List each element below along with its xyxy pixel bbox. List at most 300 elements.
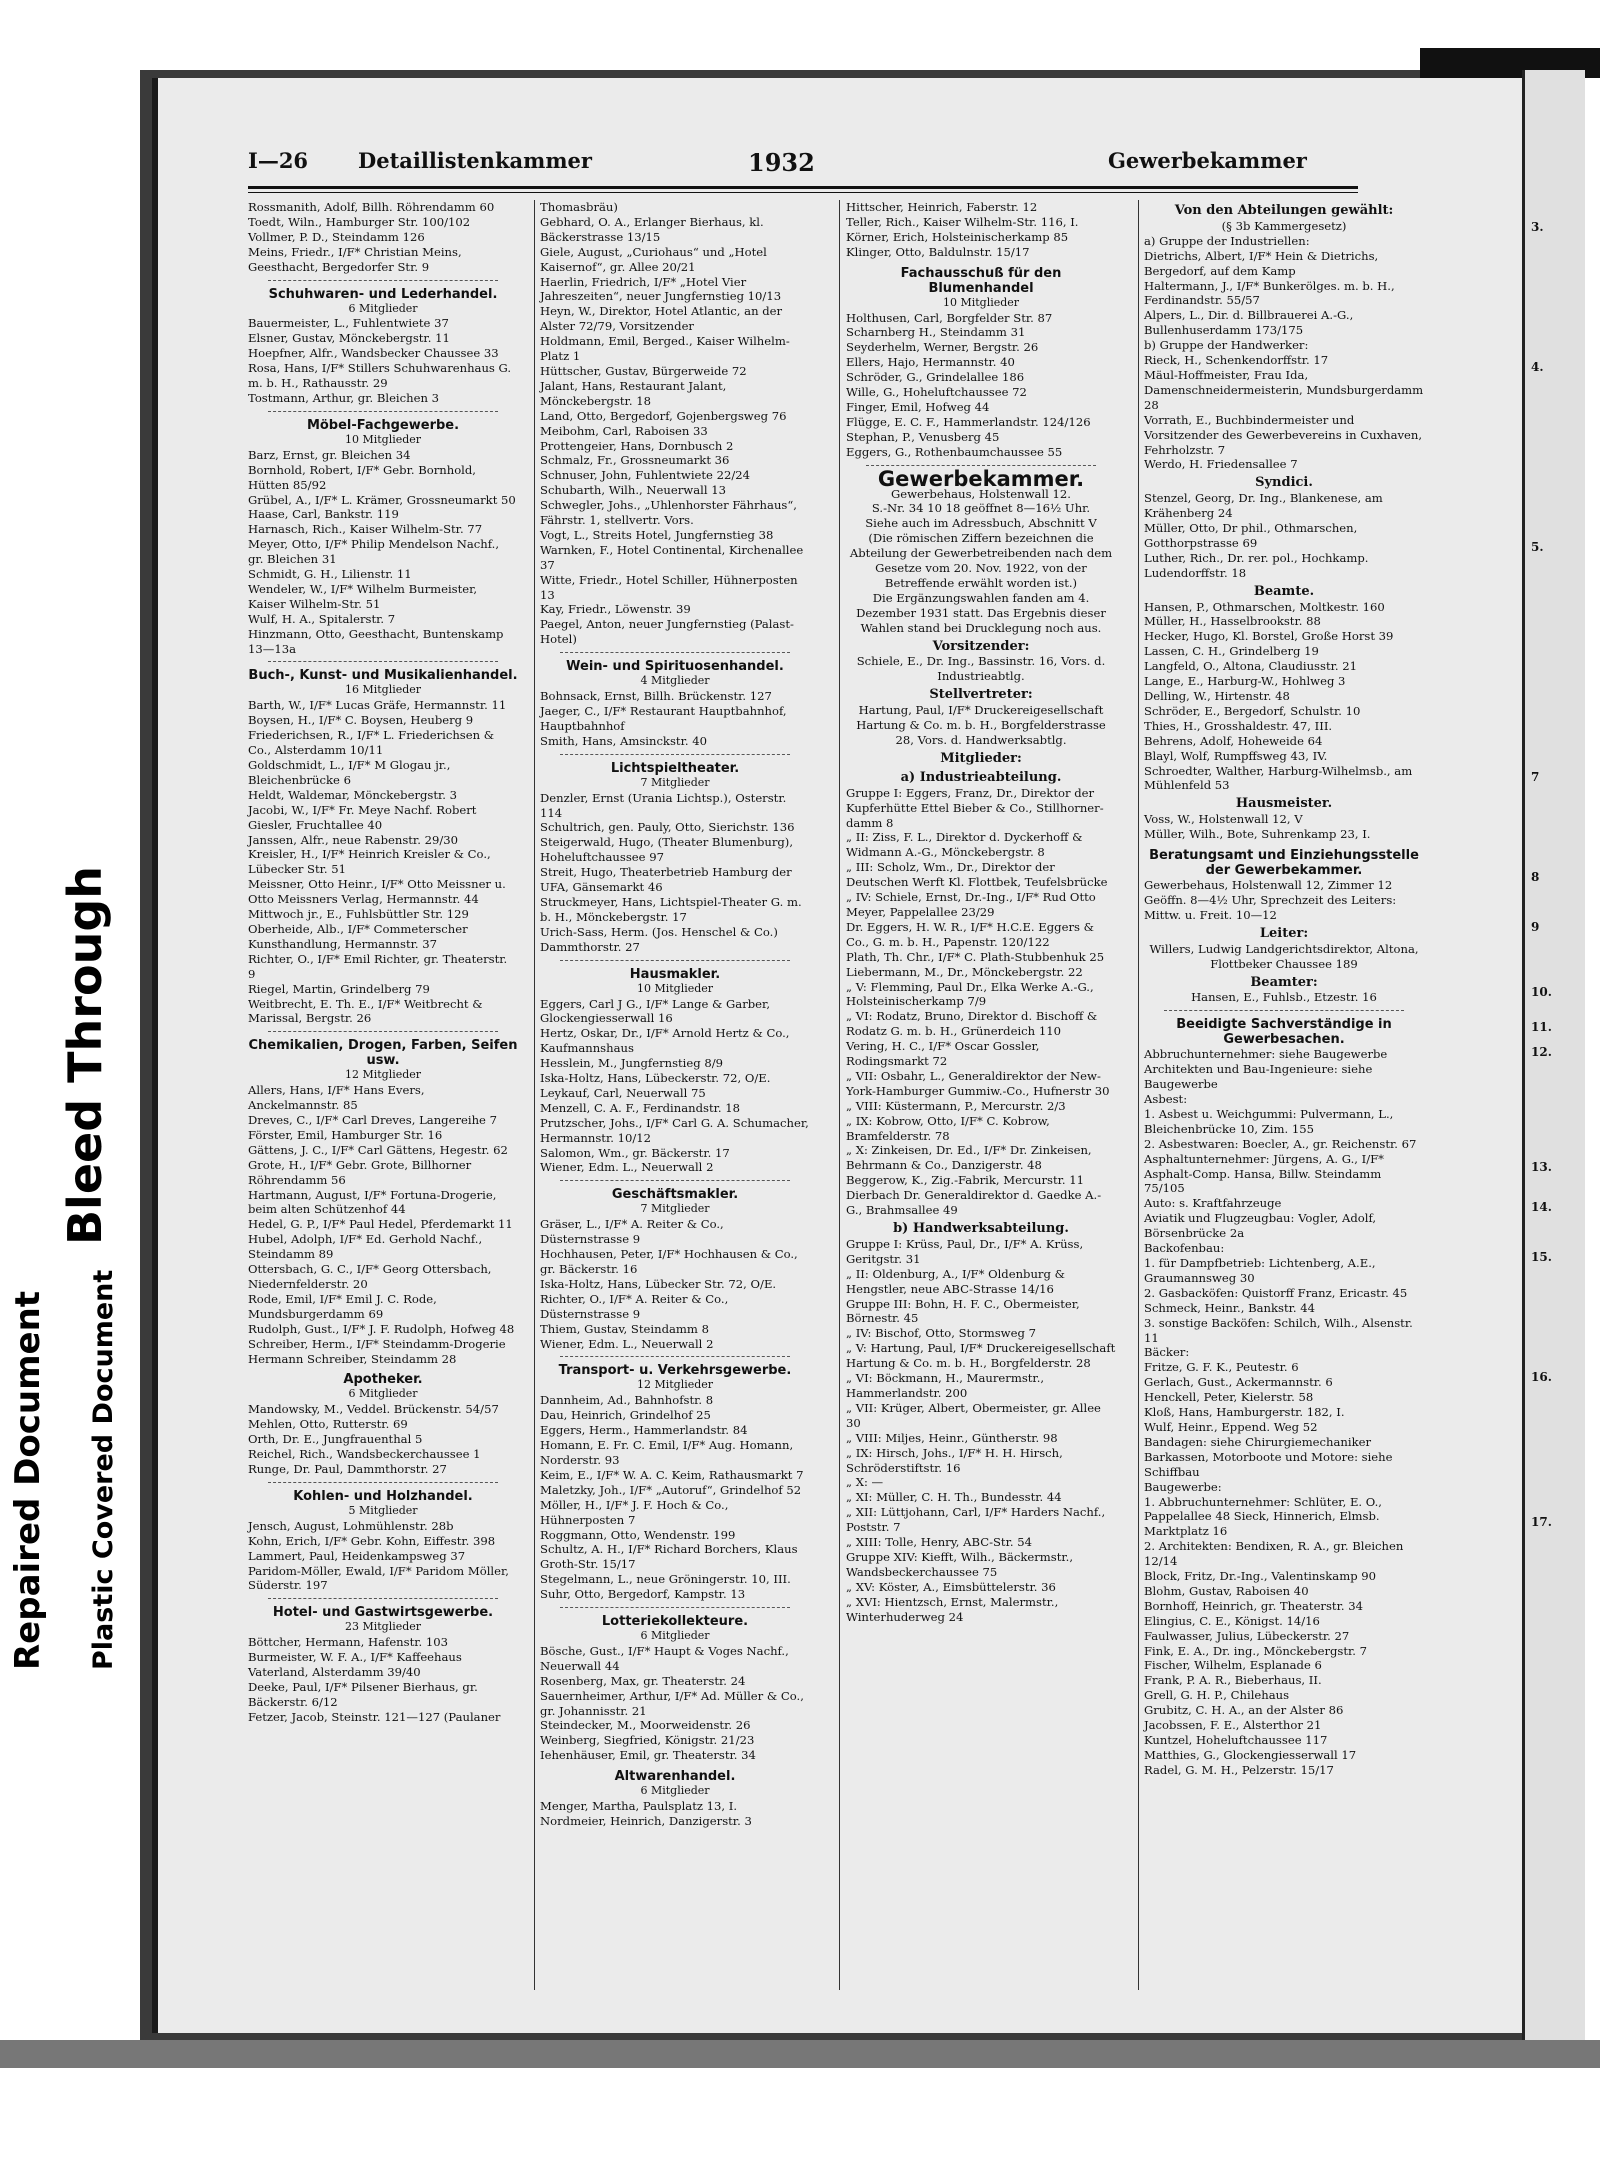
member-count: 7 Mitglieder — [640, 775, 710, 789]
list-entry: Frank, P. A. R., Bieberhaus, II. — [1144, 1673, 1322, 1688]
separator — [268, 411, 498, 412]
column-divider — [534, 200, 535, 1990]
list-entry: Alpers, L., Dir. d. Billbrauerei A.-G., Bullenhuserdamm 173/175 — [1144, 308, 1354, 338]
section-heading: Fachausschuß für den Blumenhandel — [900, 265, 1062, 296]
list-entry: Bösche, Gust., I/F* Haupt & Voges Nachf., Neuerwall 44 — [540, 1643, 789, 1673]
label-heading: Stellvertreter: — [929, 687, 1033, 703]
list-entry: Weinberg, Siegfried, Königstr. 21/23 — [540, 1733, 755, 1748]
list-entry: Suhr, Otto, Bergedorf, Kampstr. 13 — [540, 1587, 746, 1602]
list-entry: Wiener, Edm. L., Neuerwall 2 — [540, 1160, 714, 1175]
list-entry: „ VIII: Miljes, Heinr., Güntherstr. 98 — [846, 1430, 1058, 1445]
list-entry: Keim, E., I/F* W. A. C. Keim, Rathausmarkt 7 — [540, 1467, 804, 1482]
list-entry: 1. für Dampfbetrieb: Lichtenberg, A.E., Graumannsweg 30 — [1144, 1256, 1376, 1285]
column-divider — [839, 200, 840, 1990]
label-heading: Hausmeister. — [1235, 796, 1333, 812]
list-entry: Klinger, Otto, Baldulnstr. 15/17 — [846, 244, 1030, 259]
list-entry: Janssen, Alfr., neue Rabenstr. 29/30 — [248, 832, 458, 847]
list-entry: Plath, Th. Chr., I/F* C. Plath-Stubbenhuk 25 — [846, 949, 1105, 964]
separator — [560, 1356, 790, 1357]
list-entry: Prottengeier, Hans, Dornbusch 2 — [540, 438, 734, 453]
list-entry: Ellers, Hajo, Hermannstr. 40 — [846, 355, 1015, 370]
list-entry: Asbest: — [1144, 1092, 1188, 1107]
list-entry: Werdo, H. Friedensallee 7 — [1144, 457, 1298, 472]
list-entry: Faulwasser, Julius, Lübeckerstr. 27 — [1144, 1628, 1350, 1643]
separator — [1164, 1010, 1404, 1011]
list-entry: Gebhard, O. A., Erlanger Bierhaus, kl. Bäckerstrasse 13/15 — [540, 214, 764, 244]
list-entry: Schreiber, Herm., I/F* Steindamm-Drogerie Hermann Schreiber, Steindamm 28 — [248, 1336, 506, 1366]
list-entry: Allers, Hans, I/F* Hans Evers, Anckelmannstr. 85 — [248, 1083, 425, 1113]
list-entry: Hedel, G. P., I/F* Paul Hedel, Pferdemarkt 11 — [248, 1217, 513, 1232]
list-entry: „ II: Ziss, F. L., Direktor d. Dyckerhoff & Widmann A.-G., Mönckebergstr. 8 — [846, 830, 1083, 860]
list-entry: Architekten und Bau-Ingenieure: siehe Baugewerbe — [1144, 1062, 1373, 1092]
list-entry: b) Gruppe der Handwerker: — [1144, 338, 1309, 353]
list-entry: Jaeger, C., I/F* Restaurant Hauptbahnhof, Hauptbahnhof — [540, 704, 787, 733]
list-entry: „ V: Flemming, Paul Dr., Elka Werke A.-G., Holsteinischerkamp 7/9 — [846, 979, 1094, 1009]
list-entry: Gruppe I: Eggers, Franz, Dr., Direktor der Kupferhütte Ettel Bieber & Co., Stillhorner-damm 8 — [846, 785, 1104, 830]
list-entry: Land, Otto, Bergedorf, Gojenbergsweg 76 — [540, 408, 787, 423]
list-entry: Iska-Holtz, Hans, Lübeckerstr. 72, O/E. — [540, 1071, 771, 1086]
list-entry: Vorrath, E., Buchbindermeister und Vorsitzender des Gewerbevereins in Cuxhaven, Fehrholzstr. 7 — [1144, 412, 1423, 457]
list-entry: Hoepfner, Alfr., Wandsbecker Chaussee 33 — [248, 346, 499, 361]
list-entry: „ XVI: Hientzsch, Ernst, Malermstr., Winterhuderweg 24 — [846, 1594, 1059, 1624]
list-entry: Schröder, G., Grindelallee 186 — [846, 370, 1025, 385]
list-entry: Dannheim, Ad., Bahnhofstr. 8 — [540, 1393, 714, 1408]
list-entry: Geöffn. 8—4½ Uhr, Sprechzeit des Leiters: Mittw. u. Freit. 10—12 — [1144, 892, 1397, 922]
list-entry: „ X: Zinkeisen, Dr. Ed., I/F* Dr. Zinkeisen, Behrmann & Co., Danzigerstr. 48 — [846, 1143, 1092, 1173]
list-entry: Grübel, A., I/F* L. Krämer, Grossneumarkt 50 — [248, 492, 516, 507]
list-entry: Reichel, Rich., Wandsbeckerchaussee 1 — [248, 1447, 481, 1462]
list-entry: Abbruchunternehmer: siehe Baugewerbe — [1144, 1047, 1388, 1062]
list-entry: „ V: Hartung, Paul, I/F* Druckereigesellschaft Hartung & Co. m. b. H., Borgfelderstr. 28 — [846, 1341, 1116, 1371]
list-entry: Gruppe III: Bohn, H. F. C., Obermeister, Börnestr. 45 — [846, 1296, 1080, 1326]
list-entry: Kloß, Hans, Hamburgerstr. 182, I. — [1144, 1405, 1345, 1420]
list-entry: Dreves, C., I/F* Carl Dreves, Langereihe 7 — [248, 1113, 497, 1128]
list-entry: Rieck, H., Schenkendorffstr. 17 — [1144, 353, 1329, 368]
list-entry: Riegel, Martin, Grindelberg 79 — [248, 981, 430, 996]
list-entry: Scharnberg H., Steindamm 31 — [846, 325, 1026, 340]
list-entry: Mäul-Hoffmeister, Frau Ida, Damenschneidermeisterin, Mundsburgerdamm 28 — [1144, 367, 1424, 412]
list-entry: Fink, E. A., Dr. ing., Mönckebergstr. 7 — [1144, 1643, 1368, 1658]
list-entry: Menger, Martha, Paulsplatz 13, I. — [540, 1799, 738, 1814]
list-entry: Müller, H., Hasselbrookstr. 88 — [1144, 614, 1321, 629]
list-entry: Holdmann, Emil, Berged., Kaiser Wilhelm-Platz 1 — [540, 334, 790, 364]
list-entry: Nordmeier, Heinrich, Danzigerstr. 3 — [540, 1814, 752, 1828]
list-entry: Möller, H., I/F* J. F. Hoch & Co., Hühnerposten 7 — [540, 1497, 729, 1527]
member-count: 10 Mitglieder — [344, 432, 422, 446]
next-page-strip — [1522, 70, 1585, 2045]
member-count: 6 Mitglieder — [640, 1629, 710, 1643]
list-entry: Wille, G., Hoheluftchaussee 72 — [846, 385, 1027, 400]
label-heading: a) Industrieabteilung. — [900, 769, 1062, 785]
list-entry: Friederichsen, R., I/F* L. Friederichsen & Co., Alsterdamm 10/11 — [248, 728, 495, 758]
list-entry: Haase, Carl, Bankstr. 119 — [248, 507, 399, 522]
list-entry: Jacobssen, F. E., Alsterthor 21 — [1144, 1718, 1322, 1733]
list-entry: 2. Architekten: Bendixen, R. A., gr. Bleichen 12/14 — [1144, 1539, 1404, 1569]
list-entry: Menzell, C. A. F., Ferdinandstr. 18 — [540, 1100, 741, 1115]
list-entry: Grell, G. H. P., Chilehaus — [1144, 1688, 1290, 1703]
list-entry: Haerlin, Friedrich, I/F* „Hotel Vier Jahreszeiten“, neuer Jungfernstieg 10/13 — [540, 274, 782, 304]
list-entry: Fetzer, Jacob, Steinstr. 121—127 (Paulaner — [248, 1709, 501, 1724]
list-entry: Rudolph, Gust., I/F* J. F. Rudolph, Hofweg 48 — [248, 1321, 515, 1336]
list-entry: Hansen, P., Othmarschen, Moltkestr. 160 — [1144, 599, 1385, 614]
centered-text: Willers, Ludwig Landgerichtsdirektor, Altona, Flottbeker Chaussee 189 — [1149, 941, 1419, 971]
list-entry: Wiener, Edm. L., Neuerwall 2 — [540, 1336, 714, 1351]
separator — [560, 754, 790, 755]
list-entry: Hartmann, August, I/F* Fortuna-Drogerie, beim alten Schützenhof 44 — [248, 1187, 497, 1217]
list-entry: Matthies, G., Glockengiesserwall 17 — [1144, 1747, 1357, 1762]
list-entry: „ IX: Hirsch, Johs., I/F* H. H. Hirsch, Schröderstiftstr. 16 — [846, 1445, 1063, 1475]
column-3 — [846, 200, 1116, 1624]
list-entry: Langfeld, O., Altona, Claudiusstr. 21 — [1144, 659, 1358, 674]
column-4 — [1144, 200, 1424, 1778]
list-entry: Schubarth, Wilh., Neuerwall 13 — [540, 483, 726, 498]
list-entry: „ IV: Schiele, Ernst, Dr.-Ing., I/F* Rud Otto Meyer, Pappelallee 23/29 — [846, 890, 1096, 919]
section-heading: Beeidigte Sachverständige in Gewerbesachen. — [1176, 1017, 1392, 1048]
list-entry: Kay, Friedr., Löwenstr. 39 — [540, 602, 691, 617]
list-entry: Eggers, Carl J G., I/F* Lange & Garber, Glockengiesserwall 16 — [540, 996, 771, 1026]
list-entry: „ X: — — [846, 1475, 884, 1490]
separator — [560, 1607, 790, 1608]
list-entry: Hesslein, M., Jungfernstieg 8/9 — [540, 1056, 724, 1071]
section-heading: Möbel-Fachgewerbe. — [306, 417, 460, 433]
list-entry: Dau, Heinrich, Grindelhof 25 — [540, 1408, 711, 1423]
page-header — [248, 148, 1358, 188]
margin-number: 16. — [1531, 1370, 1552, 1384]
page-number: I—26 — [248, 148, 309, 173]
list-entry: „ VII: Krüger, Albert, Obermeister, gr. Allee 30 — [846, 1400, 1101, 1430]
list-entry: Roggmann, Otto, Wendenstr. 199 — [540, 1527, 736, 1542]
list-entry: Voss, W., Holstenwall 12, V — [1144, 812, 1303, 827]
list-entry: „ VI: Rodatz, Bruno, Direktor d. Bischoff & Rodatz G. m. b. H., Grünerdeich 110 — [846, 1009, 1098, 1039]
separator — [866, 465, 1096, 466]
list-entry: Lammert, Paul, Heidenkampsweg 37 — [248, 1548, 466, 1563]
centered-text: Siehe auch im Adressbuch, Abschnitt V — [865, 516, 1097, 531]
separator — [268, 1031, 498, 1032]
member-count: 6 Mitglieder — [640, 1784, 710, 1798]
centered-text: Gewerbehaus, Holstenwall 12. — [890, 486, 1071, 501]
list-entry: „ XV: Köster, A., Eimsbüttelerstr. 36 — [846, 1579, 1056, 1594]
list-entry: Boysen, H., I/F* C. Boysen, Heuberg 9 — [248, 713, 474, 728]
list-entry: Steindecker, M., Moorweidenstr. 26 — [540, 1718, 751, 1733]
list-entry: Elsner, Gustav, Mönckebergstr. 11 — [248, 331, 450, 346]
margin-number: 4. — [1531, 360, 1544, 374]
list-entry: Burmeister, W. F. A., I/F* Kaffeehaus Vaterland, Alsterdamm 39/40 — [248, 1650, 462, 1680]
member-count: 12 Mitglieder — [636, 1378, 714, 1392]
list-entry: Blohm, Gustav, Raboisen 40 — [1144, 1583, 1309, 1598]
section-heading: Hausmakler. — [629, 966, 721, 982]
label-heading: Von den Abteilungen gewählt: — [1174, 203, 1394, 218]
section-heading: Chemikalien, Drogen, Farben, Seifen usw. — [248, 1038, 518, 1069]
section-heading: Apotheker. — [343, 1372, 423, 1388]
list-entry: Meins, Friedr., I/F* Christian Meins, Geesthacht, Bergedorfer Str. 9 — [248, 244, 462, 274]
list-entry: Meissner, Otto Heinr., I/F* Otto Meissner u. Otto Meissners Verlag, Hermannstr. 44 — [248, 877, 506, 907]
list-entry: Müller, Otto, Dr phil., Othmarschen, Gotthorpstrasse 69 — [1144, 521, 1358, 550]
list-entry: Jensch, August, Lohmühlenstr. 28b — [248, 1518, 454, 1533]
list-entry: Hochhausen, Peter, I/F* Hochhausen & Co., gr. Bäckerstr. 16 — [540, 1247, 798, 1276]
list-entry: Bornhold, Robert, I/F* Gebr. Bornhold, Hütten 85/92 — [248, 462, 476, 492]
plastic-covered-label: Plastic Covered Document — [88, 1269, 119, 1670]
list-entry: Aviatik und Flugzeugbau: Vogler, Adolf, Börsenbrücke 2a — [1144, 1211, 1377, 1241]
list-entry: Hecker, Hugo, Kl. Borstel, Große Horst 39 — [1144, 629, 1394, 644]
list-entry: Paegel, Anton, neuer Jungfernstieg (Palast-Hotel) — [540, 617, 794, 647]
document-page — [152, 78, 1522, 2033]
list-entry: Warnken, F., Hotel Continental, Kirchenallee 37 — [540, 542, 804, 572]
list-entry: Schroedter, Walther, Harburg-Wilhelmsb., am Mühlenfeld 53 — [1144, 763, 1413, 793]
list-entry: Rode, Emil, I/F* Emil J. C. Rode, Mundsburgerdamm 69 — [248, 1291, 437, 1321]
centered-text: Hartung, Paul, I/F* Druckereigesellschaft Hartung & Co. m. b. H., Borgfelderstrasse 28, Vors. d. Handwerksabtlg. — [856, 703, 1106, 747]
list-entry: Smith, Hans, Amsinckstr. 40 — [540, 733, 707, 748]
list-entry: Thies, H., Grosshaldestr. 47, III. — [1144, 718, 1333, 733]
margin-number: 9 — [1531, 920, 1540, 934]
list-entry: 3. sonstige Backöfen: Schilch, Wilh., Alsenstr. 11 — [1144, 1315, 1413, 1345]
list-entry: Schmalz, Fr., Grossneumarkt 36 — [540, 453, 730, 468]
margin-number: 15. — [1531, 1250, 1552, 1264]
list-entry: Mehlen, Otto, Rutterstr. 69 — [248, 1417, 408, 1432]
member-count: 6 Mitglieder — [348, 301, 418, 315]
list-entry: Backofenbau: — [1144, 1241, 1225, 1256]
list-entry: Meyer, Otto, I/F* Philip Mendelson Nachf., gr. Bleichen 31 — [248, 537, 500, 567]
list-entry: Orth, Dr. E., Jungfrauenthal 5 — [248, 1432, 423, 1447]
section-heading: Wein- und Spirituosenhandel. — [566, 659, 784, 675]
centered-text: (Die römischen Ziffern bezeichnen die Abteilung der Gewerbetreibenden nach dem Gesetze vom 20. Nov. 1922, von der Betreffende erwählt worden ist.) — [849, 531, 1113, 590]
list-entry: Haltermann, J., I/F* Bunkerölges. m. b. H., Ferdinandstr. 55/57 — [1144, 278, 1395, 308]
margin-number: 7 — [1531, 770, 1540, 784]
member-count: 7 Mitglieder — [640, 1202, 710, 1216]
list-entry: Fritze, G. F. K., Peutestr. 6 — [1144, 1360, 1299, 1375]
list-entry: Homann, E. Fr. C. Emil, I/F* Aug. Homann, Norderstr. 93 — [540, 1438, 794, 1467]
member-count: 23 Mitglieder — [344, 1620, 422, 1634]
separator — [560, 960, 790, 961]
list-entry: Stephan, P., Venusberg 45 — [846, 429, 1000, 444]
list-entry: Heldt, Waldemar, Mönckebergstr. 3 — [248, 787, 458, 802]
list-entry: Finger, Emil, Hofweg 44 — [846, 399, 990, 414]
list-entry: Müller, Wilh., Bote, Suhrenkamp 23, I. — [1144, 827, 1371, 842]
section-heading: Beratungsamt und Einziehungsstelle der Gewerbekammer. — [1149, 848, 1419, 879]
list-entry: 2. Gasbacköfen: Quistorff Franz, Ericastr. 45 Schmeck, Heinr., Bankstr. 44 — [1144, 1285, 1408, 1315]
list-entry: Körner, Erich, Holsteinischerkamp 85 — [846, 229, 1069, 244]
list-entry: Teller, Rich., Kaiser Wilhelm-Str. 116, I. — [846, 214, 1079, 229]
list-entry: „ IV: Bischof, Otto, Stormsweg 7 — [846, 1326, 1036, 1341]
list-entry: Sauernheimer, Arthur, I/F* Ad. Müller & Co., gr. Johannisstr. 21 — [540, 1688, 804, 1718]
list-entry: Radel, G. M. H., Pelzerstr. 15/17 — [1144, 1762, 1334, 1777]
list-entry: Kuntzel, Hoheluftchaussee 117 — [1144, 1733, 1328, 1747]
list-entry: Henckell, Peter, Kielerstr. 58 — [1144, 1390, 1314, 1405]
list-entry: 2. Asbestwaren: Boecler, A., gr. Reichenstr. 67 — [1144, 1136, 1417, 1151]
list-entry: Vollmer, P. D., Steindamm 126 — [248, 229, 425, 244]
list-entry: Giele, August, „Curiohaus“ und „Hotel Kaisernof“, gr. Allee 20/21 — [540, 244, 767, 274]
list-entry: Kohn, Erich, I/F* Gebr. Kohn, Eiffestr. 398 — [248, 1533, 496, 1548]
list-entry: Prutzscher, Johs., I/F* Carl G. A. Schumacher, Hermannstr. 10/12 — [540, 1115, 809, 1145]
list-entry: Hüttscher, Gustav, Bürgerweide 72 — [540, 363, 747, 378]
list-entry: Fischer, Wilhelm, Esplanade 6 — [1144, 1658, 1322, 1673]
list-entry: Jacobi, W., I/F* Fr. Meye Nachf. Robert Giesler, Fruchtallee 40 — [248, 802, 477, 832]
list-entry: Bohnsack, Ernst, Billh. Brückenstr. 127 — [540, 689, 772, 704]
list-entry: Wendeler, W., I/F* Wilhelm Burmeister, Kaiser Wilhelm-Str. 51 — [248, 581, 478, 611]
list-entry: Stegelmann, L., neue Gröningerstr. 10, III. — [540, 1572, 791, 1587]
list-entry: Blayl, Wolf, Rumpffsweg 43, IV. — [1144, 748, 1328, 763]
list-entry: Schultz, A. H., I/F* Richard Borchers, Klaus Groth-Str. 15/17 — [540, 1542, 798, 1572]
list-entry: Deeke, Paul, I/F* Pilsener Bierhaus, gr. Bäckerstr. 6/12 — [248, 1679, 478, 1709]
list-entry: Eggers, G., Rothenbaumchaussee 55 — [846, 444, 1063, 459]
list-entry: Ottersbach, G. C., I/F* Georg Ottersbach, Niedernfelderstr. 20 — [248, 1262, 492, 1291]
header-chamber: Gewerbekammer — [1108, 148, 1307, 173]
list-entry: Böttcher, Hermann, Hafenstr. 103 — [248, 1635, 449, 1650]
list-entry: „ XI: Müller, C. H. Th., Bundesstr. 44 — [846, 1490, 1062, 1505]
margin-number: 5. — [1531, 540, 1544, 554]
section-heading: Altwarenhandel. — [614, 1769, 736, 1785]
member-count: 10 Mitglieder — [942, 295, 1020, 309]
member-count: 5 Mitglieder — [348, 1503, 418, 1517]
list-entry: Maletzky, Joh., I/F* „Autoruf“, Grindelhof 52 — [540, 1482, 802, 1497]
list-entry: Struckmeyer, Hans, Lichtspiel-Theater G. m. b. H., Mönckebergstr. 17 — [540, 894, 802, 924]
list-entry: Gruppe XIV: Kiefft, Wilh., Bäckermstr., Wandsbeckerchaussee 75 — [846, 1549, 1074, 1579]
label-heading: Leiter: — [1259, 925, 1309, 941]
list-entry: Grubitz, C. H. A., an der Alster 86 — [1144, 1703, 1344, 1718]
list-entry: Bauermeister, L., Fuhlentwiete 37 — [248, 316, 449, 331]
list-entry: „ IX: Kobrow, Otto, I/F* C. Kobrow, Bramfelderstr. 78 — [846, 1113, 1050, 1143]
list-entry: Thomasbräu) — [540, 200, 618, 214]
centered-text: Hansen, E., Fuhlsb., Etzestr. 16 — [1191, 990, 1377, 1005]
margin-number: 17. — [1531, 1515, 1552, 1529]
list-entry: Salomon, Wm., gr. Bäckerstr. 17 — [540, 1145, 730, 1160]
margin-number: 13. — [1531, 1160, 1552, 1174]
list-entry: Block, Fritz, Dr.-Ing., Valentinskamp 90 — [1144, 1569, 1377, 1584]
header-rule — [248, 186, 1358, 193]
list-entry: Mittwoch jr., E., Fuhlsbüttler Str. 129 — [248, 907, 469, 922]
margin-number: 11. — [1531, 1020, 1552, 1034]
list-entry: Rosa, Hans, I/F* Stillers Schuhwarenhaus G. m. b. H., Rathausstr. 29 — [248, 361, 512, 391]
list-entry: a) Gruppe der Industriellen: — [1144, 233, 1310, 248]
member-count: 12 Mitglieder — [344, 1068, 422, 1082]
margin-number: 14. — [1531, 1200, 1552, 1214]
section-heading: Transport- u. Verkehrsgewerbe. — [558, 1363, 792, 1379]
list-entry: Witte, Friedr., Hotel Schiller, Hühnerposten 13 — [540, 572, 798, 602]
list-entry: Rosenberg, Max, gr. Theaterstr. 24 — [540, 1673, 746, 1688]
list-entry: Paridom-Möller, Ewald, I/F* Paridom Möller, Süderstr. 197 — [248, 1563, 509, 1593]
list-entry: Kreisler, H., I/F* Heinrich Kreisler & Co., Lübecker Str. 51 — [248, 847, 491, 877]
list-entry: Flügge, E. C. F., Hammerlandstr. 124/126 — [846, 414, 1091, 429]
list-entry: Streit, Hugo, Theaterbetrieb Hamburg der UFA, Gänsemarkt 46 — [540, 865, 792, 895]
list-entry: Delling, W., Hirtenstr. 48 — [1144, 689, 1290, 703]
list-entry: Schultrich, gen. Pauly, Otto, Sierichstr. 136 — [540, 820, 795, 835]
list-entry: Goldschmidt, L., I/F* M Glogau jr., Bleichenbrücke 6 — [248, 758, 451, 787]
list-entry: Lange, E., Harburg-W., Hohlweg 3 — [1144, 674, 1346, 689]
list-entry: „ III: Scholz, Wm., Dr., Direktor der Deutschen Werft Kl. Flottbek, Teufelsbrücke — [846, 860, 1108, 890]
list-entry: Hittscher, Heinrich, Faberstr. 12 — [846, 200, 1038, 214]
list-entry: „ XII: Lüttjohann, Carl, I/F* Harders Nachf., Poststr. 7 — [846, 1505, 1106, 1535]
list-entry: Schröder, E., Bergedorf, Schulstr. 10 — [1144, 703, 1361, 718]
list-entry: Runge, Dr. Paul, Dammthorstr. 27 — [248, 1461, 447, 1476]
separator — [268, 1598, 498, 1599]
list-entry: „ II: Oldenburg, A., I/F* Oldenburg & Hengstler, neue ABC-Strasse 14/16 — [846, 1266, 1065, 1296]
list-entry: „ VII: Osbahr, L., Generaldirektor der New-York-Hamburger Gummiw.-Co., Hufnerstr 30 — [846, 1068, 1110, 1098]
list-entry: Holthusen, Carl, Borgfelder Str. 87 — [846, 310, 1053, 325]
list-entry: Schnuser, John, Fuhlentwiete 22/24 — [540, 468, 751, 483]
repaired-document-label: Repaired Document — [8, 1290, 48, 1670]
list-entry: Dierbach Dr. Generaldirektor d. Gaedke A.-G., Brahmsallee 49 — [846, 1188, 1102, 1218]
separator — [560, 1180, 790, 1181]
list-entry: „ VIII: Küstermann, P., Mercurstr. 2/3 — [846, 1098, 1066, 1113]
member-count: 4 Mitglieder — [640, 674, 710, 688]
list-entry: „ XIII: Tolle, Henry, ABC-Str. 54 — [846, 1535, 1032, 1550]
member-count: 16 Mitglieder — [344, 683, 422, 697]
list-entry: Barkassen, Motorboote und Motore: siehe Schiffbau — [1144, 1449, 1393, 1479]
section-heading: Lotteriekollekteure. — [601, 1614, 749, 1630]
list-entry: Gerlach, Gust., Ackermannstr. 6 — [1144, 1375, 1333, 1390]
label-heading: Beamte. — [1253, 583, 1315, 599]
list-entry: Bornhoff, Heinrich, gr. Theaterstr. 34 — [1144, 1598, 1363, 1613]
list-entry: Hertz, Oskar, Dr., I/F* Arnold Hertz & Co., Kaufmannshaus — [540, 1026, 790, 1056]
label-heading: Vorsitzender: — [932, 638, 1030, 654]
list-entry: Richter, O., I/F* A. Reiter & Co., Düsternstrasse 9 — [540, 1291, 729, 1321]
list-entry: Bandagen: siehe Chirurgiemechaniker — [1144, 1434, 1372, 1449]
list-entry: Mandowsky, M., Veddel. Brückenstr. 54/57 — [248, 1402, 499, 1417]
separator — [268, 280, 498, 281]
list-entry: Denzler, Ernst (Urania Lichtsp.), Osterstr. 114 — [540, 790, 787, 820]
section-heading: Hotel- und Gastwirtsgewerbe. — [272, 1605, 494, 1621]
section-heading: Geschäftsmakler. — [611, 1187, 739, 1203]
centered-text: Die Ergänzungswahlen fanden am 4. Dezember 1931 statt. Das Ergebnis dieser Wahlen stand bei Drucklegung noch aus. — [856, 590, 1106, 635]
list-entry: Heyn, W., Direktor, Hotel Atlantic, an der Alster 72/79, Vorsitzender — [540, 304, 783, 334]
list-entry: Stenzel, Georg, Dr. Ing., Blankenese, am Krähenberg 24 — [1144, 491, 1383, 521]
separator — [268, 1482, 498, 1483]
list-entry: Rossmanith, Adolf, Billh. Röhrendamm 60 — [248, 200, 495, 214]
list-entry: Baugewerbe: — [1144, 1479, 1222, 1494]
header-section: Detaillistenkammer — [358, 148, 592, 173]
centered-text: (§ 3b Kammergesetz) — [1221, 218, 1347, 233]
list-entry: Wulf, H. A., Spitalerstr. 7 — [248, 611, 396, 626]
list-entry: 1. Abbruchunternehmer: Schlüter, E. O., Pappelallee 48 Sieck, Hinnerich, Elmsb. Marktplatz 16 — [1144, 1494, 1382, 1539]
list-entry: Toedt, Wiln., Hamburger Str. 100/102 — [248, 214, 471, 229]
separator — [268, 661, 498, 662]
annotation-labels — [0, 0, 150, 2177]
margin-number: 12. — [1531, 1045, 1552, 1059]
list-entry: Grote, H., I/F* Gebr. Grote, Billhorner Röhrendamm 56 — [248, 1157, 472, 1187]
list-entry: „ VI: Böckmann, H., Maurermstr., Hammerlandstr. 200 — [846, 1371, 1045, 1400]
section-title: Gewerbekammer. — [877, 466, 1085, 491]
list-entry: Barz, Ernst, gr. Bleichen 34 — [248, 447, 411, 462]
list-entry: Gättens, J. C., I/F* Carl Gättens, Hegestr. 62 — [248, 1142, 508, 1157]
column-2 — [540, 200, 810, 1829]
list-entry: Barth, W., I/F* Lucas Gräfe, Hermannstr. 11 — [248, 698, 507, 713]
section-heading: Schuhwaren- und Lederhandel. — [268, 286, 498, 302]
list-entry: Schwegler, Johs., „Uhlenhorster Fährhaus“, Fährstr. 1, stellvertr. Vors. — [540, 498, 797, 528]
list-entry: Hinzmann, Otto, Geesthacht, Buntenskamp 13—13a — [248, 626, 504, 656]
list-entry: Leykauf, Carl, Neuerwall 75 — [540, 1085, 706, 1100]
list-entry: Urich-Sass, Herm. (Jos. Henschel & Co.) Dammthorstr. 27 — [540, 924, 778, 954]
column-1 — [248, 200, 518, 1725]
list-entry: Luther, Rich., Dr. rer. pol., Hochkamp. Ludendorffstr. 18 — [1144, 550, 1369, 580]
list-entry: Thiem, Gustav, Steindamm 8 — [540, 1321, 709, 1336]
list-entry: Liebermann, M., Dr., Mönckebergstr. 22 — [846, 964, 1083, 979]
list-entry: Iehenhäuser, Emil, gr. Theaterstr. 34 — [540, 1748, 756, 1763]
list-entry: Weitbrecht, E. Th. E., I/F* Weitbrecht & Marissal, Bergstr. 26 — [248, 996, 483, 1026]
list-entry: Dr. Eggers, H. W. R., I/F* H.C.E. Eggers & Co., G. m. b. H., Papenstr. 120/122 — [846, 919, 1094, 949]
list-entry: Behrens, Adolf, Hoheweide 64 — [1144, 733, 1323, 748]
label-heading: Mitglieder: — [940, 750, 1022, 766]
bottom-band — [0, 2040, 1600, 2068]
list-entry: Gräser, L., I/F* A. Reiter & Co., Düsternstrasse 9 — [540, 1217, 724, 1247]
label-heading: Beamter: — [1250, 974, 1318, 990]
list-entry: Asphaltunternehmer: Jürgens, A. G., I/F* Asphalt-Comp. Hansa, Billw. Steindamm 75/105 — [1144, 1151, 1384, 1196]
list-entry: Eggers, Herm., Hammerlandstr. 84 — [540, 1423, 748, 1438]
list-entry: Vogt, L., Streits Hotel, Jungfernstieg 38 — [540, 527, 774, 542]
margin-number: 10. — [1531, 985, 1552, 999]
list-entry: Tostmann, Arthur, gr. Bleichen 3 — [248, 390, 439, 405]
label-heading: Syndici. — [1255, 475, 1313, 491]
label-heading: b) Handwerksabteilung. — [893, 1221, 1069, 1236]
section-heading: Kohlen- und Holzhandel. — [293, 1488, 473, 1504]
